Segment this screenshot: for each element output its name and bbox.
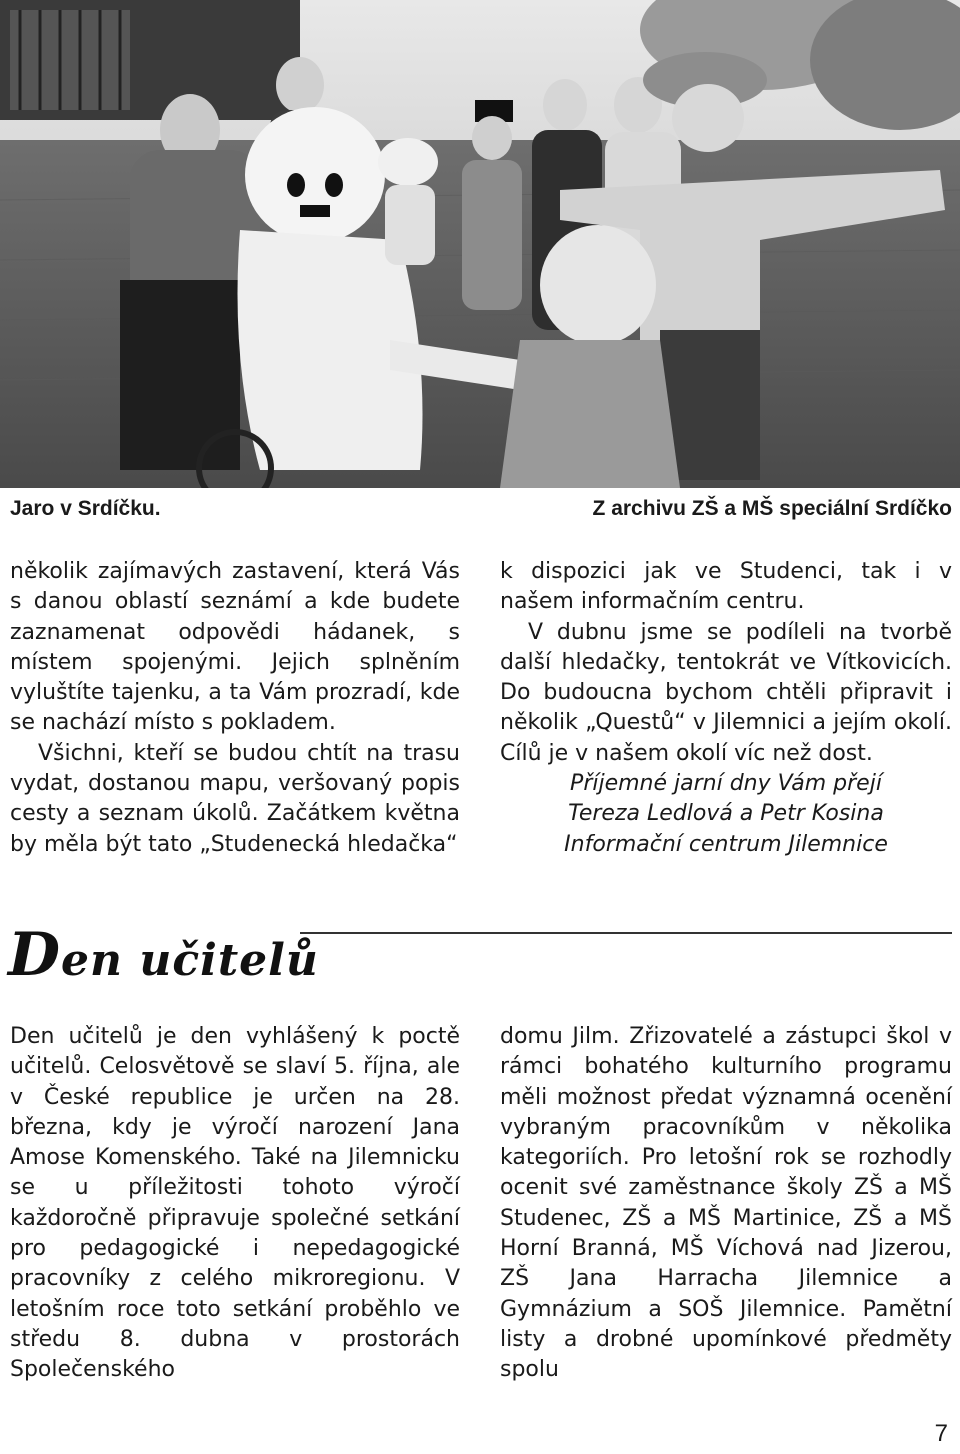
paragraph: domu Jilm. Zřizovatelé a zástupci škol v rámci bohatého kulturního programu měli možnost předat významná ocenění vybraným pracovníkům v několika kategoriích. Pro letošní rok se rozhodly ocenit své zaměstnance školy ZŠ a MŠ Studenec, ZŠ a MŠ Martinice, ZŠ a MŠ Horní Branná, MŠ Víchová nad Jizerou, ZŠ Jana Harracha Jilemnice a Gymnázium a SOŠ Jilemnice. Pamětní listy a drobné upomínkové předměty spolu bbox=[500, 1024, 952, 1383]
signature-line: Tereza Ledlová a Petr Kosina bbox=[568, 801, 884, 827]
section-title-rest: en učitelů bbox=[61, 935, 319, 986]
page-number: 7 bbox=[934, 1420, 948, 1447]
paragraph: několik zajímavých zastavení, která Vás s danou oblastí seznámí a kde budete zaznamenat odpovědi hádanek, s místem spojenými. Jejich splněním vyluštíte tajenku, a ta Vám prozradí, kde se nachází místo s pokladem. bbox=[10, 559, 460, 736]
section-divider bbox=[300, 932, 952, 934]
article-column-bottom-left bbox=[10, 1022, 460, 1386]
paragraph: Všichni, kteří se budou chtít na trasu vydat, dostanou mapu, veršovaný popis cesty a seznam úkolů. Začátkem května by měla být tato „Studenecká hledačka“ bbox=[10, 740, 460, 857]
caption-title: Jaro v Srdíčku. bbox=[10, 497, 161, 520]
article-column-top-left bbox=[10, 557, 460, 860]
section-title bbox=[8, 920, 319, 990]
caption-credit: Z archivu ZŠ a MŠ speciální Srdíčko bbox=[592, 497, 952, 520]
paragraph: V dubnu jsme se podíleli na tvorbě další hledačky, tentokrát ve Vítkovicích. Do budoucna bychom chtěli připravit i několik „Questů“ v Jilemnici a jejím okolí. Cílů je v našem okolí víc než dost. bbox=[500, 619, 952, 766]
section-title-initial: D bbox=[8, 920, 62, 990]
photo-illustration bbox=[0, 0, 960, 488]
article-column-bottom-right bbox=[500, 1022, 952, 1386]
paragraph: Den učitelů je den vyhlášený k poctě učitelů. Celosvětově se slaví 5. října, ale v České republice je určen na 28. března, kdy je výročí narození Jana Amose Komenského. Také na Jilemnicku se u příležitosti tohoto výročí každoročně připravuje společné setkání pro pedagogické i nepedagogické pracovníky z celého mikroregionu. V letošním roce toto setkání proběhlo ve středu 8. dubna v prostorách Společenského bbox=[10, 1024, 460, 1383]
article-column-top-right bbox=[500, 557, 952, 860]
signature-line: Příjemné jarní dny Vám přejí bbox=[570, 771, 882, 797]
paragraph: k dispozici jak ve Studenci, tak i v našem informačním centru. bbox=[500, 559, 952, 615]
group-photo bbox=[0, 0, 960, 488]
signature-line: Informační centrum Jilemnice bbox=[564, 831, 888, 857]
photo-caption bbox=[10, 497, 952, 527]
